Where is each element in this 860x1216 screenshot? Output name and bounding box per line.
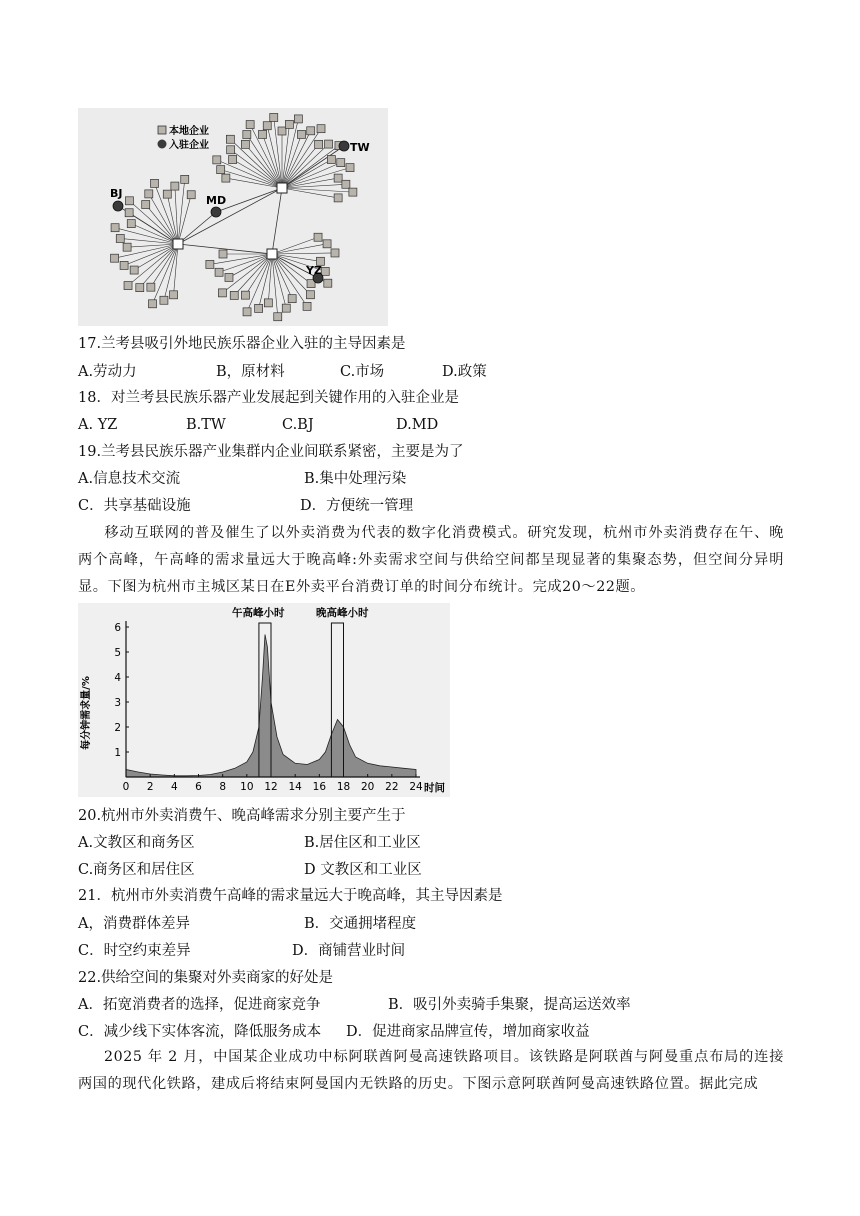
local-enterprise-node bbox=[241, 140, 249, 148]
q21-option-a[interactable]: A，消费群体差异 bbox=[78, 916, 190, 932]
local-enterprise-node bbox=[349, 188, 357, 196]
q22-option-d[interactable]: D．促进商家品牌宣传，增加商家收益 bbox=[346, 1024, 590, 1040]
local-enterprise-node bbox=[219, 250, 227, 258]
q17-stem: 17.兰考县吸引外地民族乐器企业入驻的主导因素是 bbox=[78, 336, 406, 352]
passage-railway-text: 2025 年 2 月，中国某企业成功中标阿联酋阿曼高速铁路项目。该铁路是阿联酋与阿曼重点布局的连接两国的现代化铁路，建成后将结束阿曼国内无铁路的历史。下图示意阿联酋阿曼高速铁路位置。据此完成 bbox=[78, 1049, 784, 1092]
network-link bbox=[282, 144, 329, 188]
network-link bbox=[230, 139, 282, 188]
q18-option-c[interactable]: C.BJ bbox=[282, 417, 314, 433]
local-enterprise-node bbox=[314, 233, 322, 241]
local-enterprise-node bbox=[331, 249, 339, 257]
local-enterprise-node bbox=[303, 302, 311, 310]
local-enterprise-node bbox=[206, 260, 214, 268]
takeout-demand-figure bbox=[78, 603, 450, 797]
x-tick-label: 12 bbox=[264, 781, 278, 793]
local-enterprise-node bbox=[160, 296, 168, 304]
hub-top bbox=[277, 183, 287, 193]
local-enterprise-node bbox=[127, 220, 135, 228]
local-enterprise-node bbox=[327, 156, 335, 164]
y-tick-label: 1 bbox=[114, 747, 121, 759]
q22-option-a[interactable]: A．拓宽消费者的选择，促进商家竞争 bbox=[78, 997, 321, 1013]
y-tick-label: 4 bbox=[114, 672, 121, 684]
network-diagram bbox=[78, 108, 388, 326]
local-enterprise-node bbox=[255, 304, 263, 312]
y-tick-label: 3 bbox=[114, 697, 121, 709]
local-enterprise-node bbox=[307, 127, 315, 135]
x-tick-label: 20 bbox=[360, 781, 375, 793]
local-enterprise-node bbox=[181, 175, 189, 183]
y-tick-label: 6 bbox=[114, 622, 121, 634]
x-tick-label: 8 bbox=[219, 781, 227, 793]
local-enterprise-node bbox=[264, 299, 272, 307]
q21-option-c[interactable]: C．时空约束差异 bbox=[78, 943, 191, 959]
q18-option-d[interactable]: D.MD bbox=[396, 417, 439, 433]
settled-link bbox=[178, 212, 216, 244]
local-enterprise-node bbox=[259, 130, 267, 138]
q19-option-d[interactable]: D．方便统一管理 bbox=[300, 498, 414, 514]
local-enterprise-node bbox=[124, 282, 132, 290]
local-enterprise-node bbox=[213, 156, 221, 164]
x-tick-label: 4 bbox=[170, 781, 178, 793]
local-enterprise-node bbox=[243, 308, 251, 316]
q22-option-c[interactable]: C．减少线下实体客流，降低服务成本 bbox=[78, 1024, 322, 1040]
local-enterprise-node bbox=[226, 135, 234, 143]
y-tick-label: 5 bbox=[114, 647, 121, 659]
network-link bbox=[272, 237, 318, 254]
local-enterprise-node bbox=[334, 194, 342, 202]
network-link bbox=[272, 254, 278, 317]
x-axis-label: 时间 bbox=[424, 782, 445, 794]
passage-takeout bbox=[78, 520, 784, 601]
local-enterprise-node bbox=[215, 268, 223, 276]
q18-option-a[interactable]: A. YZ bbox=[78, 417, 118, 433]
local-enterprise-node bbox=[288, 295, 296, 303]
network-link bbox=[134, 244, 178, 270]
local-enterprise-node bbox=[230, 291, 238, 299]
network-link bbox=[151, 244, 178, 287]
y-axis-label: 每分钟需求量/% bbox=[81, 676, 92, 750]
local-enterprise-node bbox=[187, 191, 195, 199]
q21-stem: 21．杭州市外卖消费午高峰的需求量远大于晚高峰，其主导因素是 bbox=[78, 888, 503, 904]
local-enterprise-node bbox=[285, 120, 293, 128]
network-link bbox=[128, 244, 178, 286]
local-enterprise-node bbox=[111, 254, 119, 262]
demand-chart bbox=[78, 603, 450, 797]
q21-option-b[interactable]: B．交通拥堵程度 bbox=[304, 916, 417, 932]
network-link bbox=[272, 244, 327, 254]
local-enterprise-node bbox=[218, 289, 226, 297]
local-enterprise-node bbox=[229, 156, 237, 164]
q20-stem: 20.杭州市外卖消费午、晚高峰需求分别主要产生于 bbox=[78, 808, 406, 824]
local-enterprise-node bbox=[294, 115, 302, 123]
q21-option-d[interactable]: D．商铺营业时间 bbox=[292, 943, 406, 959]
local-enterprise-node bbox=[116, 234, 124, 242]
local-enterprise-node bbox=[123, 243, 131, 251]
local-enterprise-node bbox=[145, 190, 153, 198]
local-enterprise-node bbox=[337, 159, 345, 167]
y-tick-label: 2 bbox=[114, 722, 121, 734]
q17-option-b[interactable]: B，原材料 bbox=[216, 364, 285, 380]
local-enterprise-node bbox=[241, 291, 249, 299]
x-tick-label: 14 bbox=[288, 781, 302, 793]
local-enterprise-node bbox=[111, 224, 119, 232]
q18-stem: 18．对兰考县民族乐器产业发展起到关键作用的入驻企业是 bbox=[78, 390, 459, 406]
q17-option-d[interactable]: D.政策 bbox=[442, 364, 487, 380]
local-enterprise-node bbox=[225, 273, 233, 281]
hub-link bbox=[272, 188, 282, 254]
x-tick-label: 6 bbox=[195, 781, 202, 793]
q19-stem: 19.兰考县民族乐器产业集群内企业间联系紧密，主要是为了 bbox=[78, 444, 464, 460]
x-tick-label: 24 bbox=[409, 781, 423, 793]
local-enterprise-node bbox=[306, 291, 314, 299]
local-enterprise-node bbox=[149, 300, 157, 308]
local-enterprise-node bbox=[346, 164, 354, 172]
x-tick-label: 22 bbox=[385, 781, 399, 793]
local-enterprise-node bbox=[222, 174, 230, 182]
local-enterprise-node bbox=[151, 179, 159, 187]
local-enterprise-node bbox=[278, 127, 286, 135]
x-tick-label: 16 bbox=[312, 781, 327, 793]
network-link bbox=[149, 194, 178, 244]
q22-stem: 22.供给空间的集聚对外卖商家的好处是 bbox=[78, 970, 334, 986]
local-enterprise-node bbox=[321, 267, 329, 275]
settled-node-bj bbox=[113, 201, 123, 211]
local-enterprise-node bbox=[324, 279, 332, 287]
x-tick-label: 0 bbox=[122, 781, 130, 793]
noon-peak-label: 午高峰小时 bbox=[232, 607, 285, 619]
network-link bbox=[245, 254, 272, 295]
hub-left bbox=[173, 239, 183, 249]
label-bj: BJ bbox=[110, 187, 123, 200]
x-tick-label: 18 bbox=[336, 781, 351, 793]
local-enterprise-node bbox=[315, 140, 323, 148]
local-enterprise-node bbox=[282, 304, 290, 312]
local-enterprise-node bbox=[125, 197, 133, 205]
settled-node-md bbox=[211, 207, 221, 217]
legend bbox=[158, 124, 210, 151]
network-link bbox=[272, 253, 335, 254]
network-link bbox=[146, 205, 178, 244]
local-enterprise-node bbox=[217, 166, 225, 174]
legend-settled-label: 入驻企业 bbox=[169, 140, 209, 151]
local-enterprise-node bbox=[147, 283, 155, 291]
local-enterprise-node bbox=[270, 113, 278, 121]
label-yz: YZ bbox=[306, 264, 322, 277]
local-enterprise-node bbox=[120, 261, 128, 269]
q17-option-c[interactable]: C.市场 bbox=[340, 364, 385, 380]
q20-option-c[interactable]: C.商务区和居住区 bbox=[78, 862, 195, 878]
local-enterprise-node bbox=[263, 122, 271, 130]
x-tick-label: 10 bbox=[240, 781, 254, 793]
label-tw: TW bbox=[350, 141, 370, 154]
passage-railway bbox=[78, 1044, 784, 1098]
enterprise-network-figure bbox=[78, 108, 388, 326]
q20-option-d[interactable]: D 文教区和工业区 bbox=[304, 862, 422, 878]
local-enterprise-node bbox=[130, 266, 138, 274]
legend-local-label: 本地企业 bbox=[169, 126, 209, 137]
local-enterprise-node bbox=[246, 121, 254, 129]
local-enterprise-node bbox=[170, 291, 178, 299]
local-enterprise-node bbox=[163, 190, 171, 198]
local-enterprise-node bbox=[171, 182, 179, 190]
legend-settled-swatch bbox=[158, 140, 167, 149]
local-enterprise-node bbox=[323, 240, 331, 248]
evening-peak-label: 晚高峰小时 bbox=[316, 607, 369, 619]
legend-local-swatch bbox=[158, 126, 166, 134]
local-enterprise-node bbox=[227, 146, 235, 154]
network-link bbox=[174, 244, 178, 295]
local-enterprise-node bbox=[125, 209, 133, 217]
q20-option-b[interactable]: B.居住区和工业区 bbox=[304, 835, 421, 851]
local-enterprise-node bbox=[243, 131, 251, 139]
hub-bottom bbox=[267, 249, 277, 259]
q19-option-b[interactable]: B.集中处理污染 bbox=[304, 471, 407, 487]
local-enterprise-node bbox=[142, 201, 150, 209]
local-enterprise-node bbox=[317, 125, 325, 133]
local-enterprise-node bbox=[325, 140, 333, 148]
network-link bbox=[178, 195, 191, 244]
q19-option-c[interactable]: C．共享基础设施 bbox=[78, 498, 191, 514]
local-enterprise-node bbox=[334, 174, 342, 182]
passage-takeout-text: 移动互联网的普及催生了以外卖消费为代表的数字化消费模式。研究发现，杭州市外卖消费存在午、晚两个高峰，午高峰的需求量远大于晚高峰:外卖需求空间与供给空间都呈现显著的集聚态势，但空间分异明显。下图为杭州市主城区某日在E外卖平台消费订单的时间分布统计。完成20～22题。 bbox=[78, 525, 784, 595]
settled-node-tw bbox=[339, 141, 349, 151]
q22-option-b[interactable]: B．吸引外卖骑手集聚，提高运送效率 bbox=[388, 997, 631, 1013]
local-enterprise-node bbox=[342, 180, 350, 188]
q19-option-a[interactable]: A.信息技术交流 bbox=[78, 471, 181, 487]
label-md: MD bbox=[206, 194, 227, 207]
q18-option-b[interactable]: B.TW bbox=[186, 417, 226, 433]
q17-option-a[interactable]: A.劳动力 bbox=[78, 364, 137, 380]
q20-option-a[interactable]: A.文教区和商务区 bbox=[78, 835, 195, 851]
local-enterprise-node bbox=[136, 284, 144, 292]
local-enterprise-node bbox=[297, 130, 305, 138]
local-enterprise-node bbox=[274, 313, 282, 321]
x-tick-label: 2 bbox=[146, 781, 154, 793]
